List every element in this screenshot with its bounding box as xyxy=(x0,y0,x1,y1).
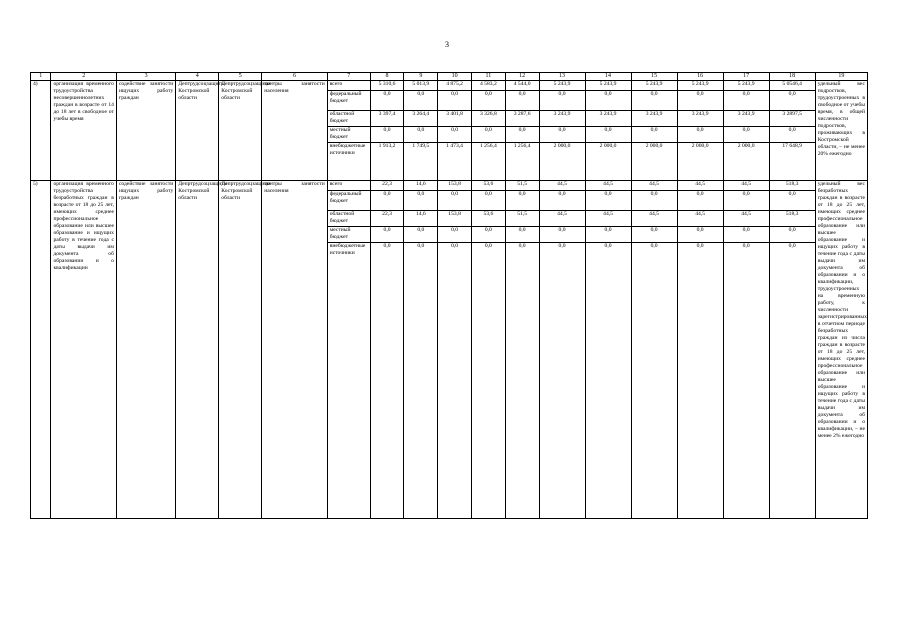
table-row xyxy=(31,81,868,91)
value-cell: 0,0 xyxy=(404,191,438,211)
value-cell: 44,5 xyxy=(539,181,585,191)
value-cell: 0,0 xyxy=(769,191,815,211)
value-cell: 0,0 xyxy=(585,243,631,519)
value-cell: 44,5 xyxy=(723,181,769,191)
column-header: 2 xyxy=(51,73,116,81)
column-header: 8 xyxy=(370,73,404,81)
value-cell: 2 000,0 xyxy=(677,143,723,181)
measure-name: организация временного трудоустройства несовершеннолетних граждан в возрасте от 14 до 18 лет в свободное от учебы время xyxy=(51,81,116,181)
value-cell: 53,6 xyxy=(471,181,505,191)
funding-source-label: местный бюджет xyxy=(327,127,370,143)
value-cell: 4 583,2 xyxy=(471,81,505,91)
value-cell: 0,0 xyxy=(370,227,404,243)
value-cell: 0,0 xyxy=(505,227,539,243)
value-cell: 0,0 xyxy=(585,127,631,143)
row-number: 4) xyxy=(31,81,51,181)
value-cell: 0,0 xyxy=(585,191,631,211)
value-cell: 0,0 xyxy=(677,91,723,111)
column-header: 13 xyxy=(539,73,585,81)
value-cell: 3 401,8 xyxy=(438,111,472,127)
column-header: 7 xyxy=(327,73,370,81)
value-cell: 0,0 xyxy=(438,191,472,211)
value-cell: 0,0 xyxy=(631,127,677,143)
value-cell: 0,0 xyxy=(471,91,505,111)
value-cell: 0,0 xyxy=(438,243,472,519)
value-cell: 0,0 xyxy=(539,191,585,211)
column-header: 1 xyxy=(31,73,51,81)
participant-cell: центры занятости населения xyxy=(262,181,327,519)
value-cell: 0,0 xyxy=(471,243,505,519)
value-cell: 1 473,4 xyxy=(438,143,472,181)
measure-name: организация временного трудоустройства безработных граждан в возрасте от 18 до 25 лет, имеющих среднее профессиональное образование или высшее образование и ищущих работу в течение года с даты выдачи им документа об образовании и о квалификации xyxy=(51,181,116,519)
value-cell: 1 913,2 xyxy=(370,143,404,181)
value-cell: 0,0 xyxy=(539,91,585,111)
value-cell: 3 243,9 xyxy=(585,111,631,127)
row-number: 5) xyxy=(31,181,51,519)
value-cell: 3 326,8 xyxy=(471,111,505,127)
value-cell: 0,0 xyxy=(631,91,677,111)
value-cell: 0,0 xyxy=(370,127,404,143)
value-cell: 0,0 xyxy=(471,227,505,243)
funding-source-label: всего xyxy=(327,81,370,91)
value-cell: 0,0 xyxy=(404,227,438,243)
column-header: 15 xyxy=(631,73,677,81)
value-cell: 0,0 xyxy=(505,127,539,143)
value-cell: 0,0 xyxy=(677,243,723,519)
funding-source-label: всего xyxy=(327,181,370,191)
header-row xyxy=(31,73,868,81)
column-header: 16 xyxy=(677,73,723,81)
value-cell: 5 243,9 xyxy=(677,81,723,91)
responsible-cell: Депртрудсоцзащиты Костромской области xyxy=(176,181,219,519)
column-header: 19 xyxy=(815,73,867,81)
value-cell: 0,0 xyxy=(677,127,723,143)
coexecutor-cell: Депртрудсоцзащиты Костромской области xyxy=(219,181,262,519)
value-cell: 0,0 xyxy=(505,191,539,211)
funding-source-label: внебюджетные источники xyxy=(327,243,370,519)
funding-source-label: областной бюджет xyxy=(327,211,370,227)
value-cell: 0,0 xyxy=(769,227,815,243)
column-header: 6 xyxy=(262,73,327,81)
participant-cell: центры занятости населения xyxy=(262,81,327,181)
value-cell: 5 0546,4 xyxy=(769,81,815,91)
responsible-cell: Дептрудсоцзащиты Костромской области xyxy=(176,81,219,181)
value-cell: 51,5 xyxy=(505,211,539,227)
value-cell: 14,6 xyxy=(404,211,438,227)
column-header: 9 xyxy=(404,73,438,81)
value-cell: 0,0 xyxy=(769,127,815,143)
value-cell: 44,5 xyxy=(677,181,723,191)
value-cell: 0,0 xyxy=(370,243,404,519)
value-cell: 1 256,4 xyxy=(505,143,539,181)
value-cell: 0,0 xyxy=(677,227,723,243)
value-cell: 0,0 xyxy=(769,91,815,111)
value-cell: 1 749,5 xyxy=(404,143,438,181)
value-cell: 0,0 xyxy=(505,91,539,111)
funding-source-label: внебюджетные источники xyxy=(327,143,370,181)
value-cell: 153,8 xyxy=(438,211,472,227)
column-header: 11 xyxy=(471,73,505,81)
funding-source-label: местный бюджет xyxy=(327,227,370,243)
value-cell: 5 243,9 xyxy=(723,81,769,91)
value-cell: 3 243,9 xyxy=(539,111,585,127)
column-header: 10 xyxy=(438,73,472,81)
value-cell: 4 875,2 xyxy=(438,81,472,91)
value-cell: 0,0 xyxy=(723,91,769,111)
value-cell: 3 243,9 xyxy=(723,111,769,127)
value-cell: 0,0 xyxy=(370,191,404,211)
column-header: 4 xyxy=(176,73,219,81)
value-cell: 3 243,9 xyxy=(631,111,677,127)
value-cell: 1 256,4 xyxy=(471,143,505,181)
value-cell: 3 243,9 xyxy=(677,111,723,127)
value-cell: 0,0 xyxy=(723,127,769,143)
task-cell: содействие занятости ищущих работу граждан xyxy=(116,81,175,181)
column-header: 14 xyxy=(585,73,631,81)
value-cell: 44,5 xyxy=(677,211,723,227)
value-cell: 0,0 xyxy=(585,91,631,111)
program-table xyxy=(30,72,868,519)
funding-source-label: федеральный бюджет xyxy=(327,191,370,211)
value-cell: 22,3 xyxy=(370,211,404,227)
value-cell: 5 243,9 xyxy=(631,81,677,91)
value-cell: 0,0 xyxy=(438,227,472,243)
column-header: 18 xyxy=(769,73,815,81)
value-cell: 0,0 xyxy=(438,127,472,143)
value-cell: 2 000,0 xyxy=(723,143,769,181)
column-header: 12 xyxy=(505,73,539,81)
value-cell: 53,6 xyxy=(471,211,505,227)
value-cell: 0,0 xyxy=(585,227,631,243)
indicator-cell: удельный вес безработных граждан в возрасте от 18 до 25 лет, имеющих среднее профессиональное образование или высшее образование и ищущих работу в течение года с даты выдачи им документа об образовании и о квалификации, трудоустроенных на временную работу, к численности зарегистрированных в отчетном периоде безработных граждан из числа граждан в возрасте от 18 до 25 лет, имеющих среднее профессиональное образование или высшее образование и ищущих работу в течение года с даты выдачи им документа об образовании и о квалификации, – не менее 2% ежегодно xyxy=(815,181,867,519)
value-cell: 14,6 xyxy=(404,181,438,191)
task-cell: содействие занятости ищущих работу граждан xyxy=(116,181,175,519)
value-cell: 44,5 xyxy=(723,211,769,227)
value-cell: 0,0 xyxy=(723,191,769,211)
value-cell: 2 000,0 xyxy=(631,143,677,181)
value-cell: 2 000,0 xyxy=(585,143,631,181)
value-cell: 518,3 xyxy=(769,181,815,191)
value-cell: 44,5 xyxy=(631,181,677,191)
value-cell: 22,3 xyxy=(370,181,404,191)
value-cell: 51,5 xyxy=(505,181,539,191)
table-row xyxy=(31,181,868,191)
value-cell: 3 264,4 xyxy=(404,111,438,127)
value-cell: 0,0 xyxy=(631,191,677,211)
coexecutor-cell: Депртрудсоцзащиты Костромской области xyxy=(219,81,262,181)
value-cell: 44,5 xyxy=(585,211,631,227)
column-header: 3 xyxy=(116,73,175,81)
value-cell: 3 287,6 xyxy=(505,111,539,127)
value-cell: 2 000,0 xyxy=(539,143,585,181)
value-cell: 0,0 xyxy=(370,91,404,111)
value-cell: 17 648,9 xyxy=(769,143,815,181)
value-cell: 0,0 xyxy=(404,91,438,111)
value-cell: 0,0 xyxy=(769,243,815,519)
value-cell: 44,5 xyxy=(539,211,585,227)
value-cell: 4 544,0 xyxy=(505,81,539,91)
value-cell: 44,5 xyxy=(585,181,631,191)
value-cell: 0,0 xyxy=(471,127,505,143)
value-cell: 44,5 xyxy=(631,211,677,227)
funding-source-label: областной бюджет xyxy=(327,111,370,127)
value-cell: 518,3 xyxy=(769,211,815,227)
value-cell: 0,0 xyxy=(723,227,769,243)
value-cell: 0,0 xyxy=(471,191,505,211)
value-cell: 0,0 xyxy=(404,127,438,143)
value-cell: 3 2897,5 xyxy=(769,111,815,127)
column-header: 17 xyxy=(723,73,769,81)
value-cell: 3 397,4 xyxy=(370,111,404,127)
value-cell: 5 310,6 xyxy=(370,81,404,91)
value-cell: 153,8 xyxy=(438,181,472,191)
value-cell: 5 013,9 xyxy=(404,81,438,91)
value-cell: 5 243,9 xyxy=(539,81,585,91)
value-cell: 0,0 xyxy=(631,227,677,243)
value-cell: 0,0 xyxy=(631,243,677,519)
value-cell: 0,0 xyxy=(723,243,769,519)
value-cell: 5 243,9 xyxy=(585,81,631,91)
value-cell: 0,0 xyxy=(539,127,585,143)
page-number: 3 xyxy=(445,40,449,49)
value-cell: 0,0 xyxy=(677,191,723,211)
value-cell: 0,0 xyxy=(404,243,438,519)
indicator-cell: удельный вес подростков, трудоустроенных в свободное от учебы время, в общей численности подростков, проживающих в Костромской области, – не менее 20% ежегодно xyxy=(815,81,867,181)
value-cell: 0,0 xyxy=(539,227,585,243)
value-cell: 0,0 xyxy=(438,91,472,111)
funding-source-label: федеральный бюджет xyxy=(327,91,370,111)
column-header: 5 xyxy=(219,73,262,81)
value-cell: 0,0 xyxy=(539,243,585,519)
value-cell: 0,0 xyxy=(505,243,539,519)
